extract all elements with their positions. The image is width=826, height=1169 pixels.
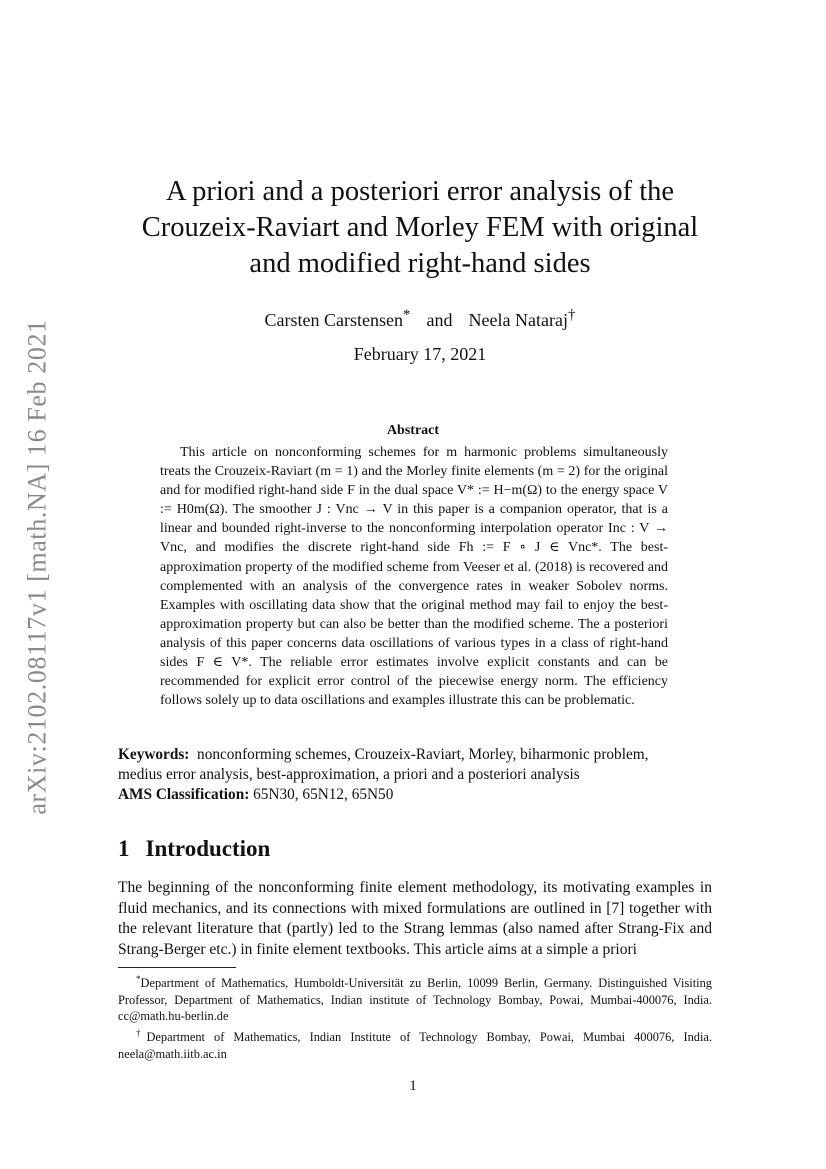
author-2-name: Neela Nataraj [468,310,568,330]
section-title: Introduction [145,836,271,861]
author-conjunction: and [426,310,453,330]
keywords-line-1 [118,745,712,765]
footnote-1 [118,971,712,1025]
introduction-paragraph: The beginning of the nonconforming finite element methodology, its motivating examples in fluid mechanics, and its connections with mixed formulations are outlined in [7] together with the relevant literature that (partly) led to the Strang lemmas (also named after Strang-Fix and Strang-Berger etc.) in finite element textbooks. This article aims at a simple a priori [118,879,712,958]
keywords-label: Keywords: [118,746,190,763]
keywords-text-1: nonconforming schemes, Crouzeix-Raviart, Morley, biharmonic problem, [197,746,649,763]
author-2-footnote-mark: † [567,307,576,323]
ams-classification-line [118,785,712,805]
title-line-1: A priori and a posteriori error analysis of the [165,176,675,207]
author-1-footnote-mark: * [403,307,411,323]
author-line [120,303,720,332]
arxiv-identifier-stamp [8,297,68,837]
footnote-2-text: Department of Mathematics, Indian Institute of Technology Bombay, Powai, Mumbai 400076, India. neela@math.iitb.ac.in [118,1030,713,1061]
title-line-2: Crouzeix-Raviart and Morley FEM with original [141,212,699,243]
section-number: 1 [118,836,130,861]
keywords-line-2 [118,765,712,785]
abstract-heading: Abstract [386,423,440,438]
keywords-block [118,745,712,805]
title-line-3: and modified right-hand sides [249,248,591,279]
footnote-1-text: Department of Mathematics, Humboldt-Universität zu Berlin, 10099 Berlin, Germany. Distinguished Visiting Professor, Department of Mathematics, Indian institute of Technology Bombay, Powai, Mumbai-400076, India. cc@math.hu-berlin.de [118,976,712,1024]
section-heading [118,834,270,864]
footnote-1-mark: * [136,974,141,984]
publication-date: February 17, 2021 [353,344,487,364]
ams-codes: 65N30, 65N12, 65N50 [253,786,394,803]
page-number: 1 [409,1078,417,1094]
footnote-divider [118,967,236,968]
footnote-2-mark: † [136,1027,147,1038]
footnotes-block [118,971,712,1062]
author-1-name: Carsten Carstensen [264,310,404,330]
paper-title [100,174,740,282]
abstract-text: This article on nonconforming schemes for m harmonic problems simultaneously treats the Crouzeix-Raviart (m = 1) and the Morley finite elements (m = 2) for the original and for modified right-hand side F in the dual space V* := H−m(Ω) to the energy space V := H0m(Ω). The smoother J : Vnc → V in this paper is a companion operator, that is a linear and bounded right-inverse to the nonconforming interpolation operator Inc : V → Vnc, and modifies the discrete right-hand side Fh := F ∘ J ∈ Vnc*. The best-approximation property of the modified scheme from Veeser et al. (2018) is recovered and complemented with an analysis of the convergence rates in weaker Sobolev norms. Examples with oscillating data show that the original method may fail to enjoy the best-approximation property but can also be better than the modified scheme. The a posteriori analysis of this paper concerns data oscillations of various types in a class of right-hand sides F ∈ V*. The reliable error estimates involve explicit constants and can be recommended for explicit error control of the piecewise energy norm. The efficiency follows solely up to data oscillations and examples illustrate this can be problematic. [160,445,668,709]
footnote-2 [118,1025,712,1062]
arxiv-identifier-text: arXiv:2102.08117v1 [math.NA] 16 Feb 2021 [23,319,53,815]
ams-label: AMS Classification: [118,786,250,803]
keywords-text-2: medius error analysis, best-approximation, a priori and a posteriori analysis [118,766,580,783]
